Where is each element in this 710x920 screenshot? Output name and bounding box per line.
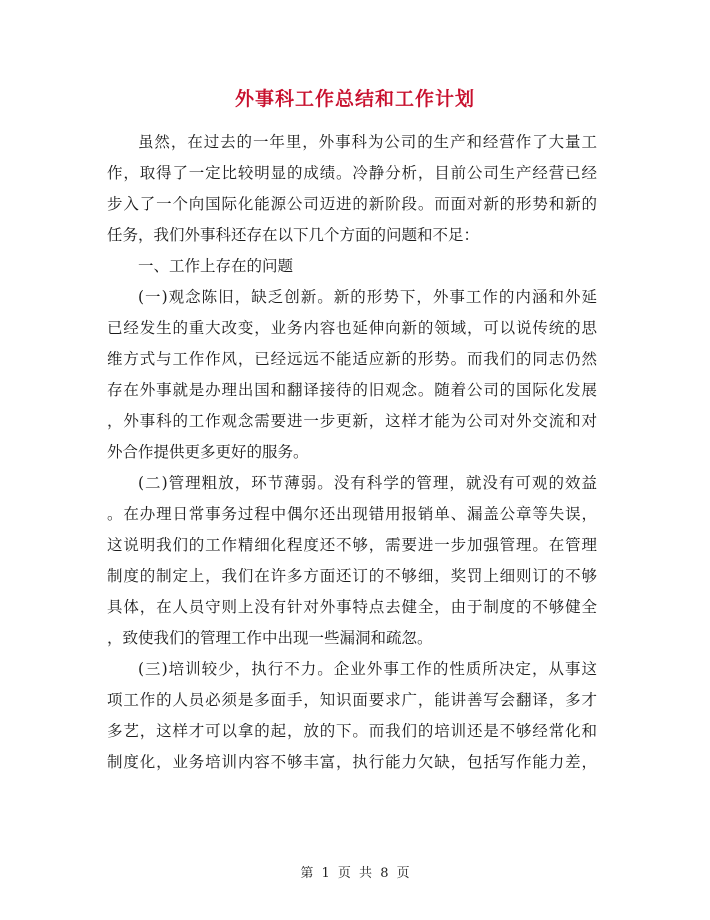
- text-line: 维方式与工作作风，已经远远不能适应新的形势。而我们的同志仍然: [107, 350, 597, 368]
- text-line: 具体，在人员守则上没有针对外事特点去健全，由于制度的不够健全: [107, 598, 597, 616]
- text-line: 任务，我们外事科还存在以下几个方面的问题和不足：: [107, 226, 480, 244]
- text-line: 外合作提供更多更好的服务。: [107, 443, 309, 461]
- text-line: ，致使我们的管理工作中出现一些漏洞和疏忽。: [107, 629, 433, 647]
- text-line: 这说明我们的工作精细化程度还不够，需要进一步加强管理。在管理: [107, 536, 597, 554]
- page-footer: 第 1 页 共 8 页: [300, 866, 410, 881]
- text-line: 项工作的人员必须是多面手，知识面要求广，能讲善写会翻译，多才: [107, 691, 597, 709]
- text-line: 步入了一个向国际化能源公司迈进的新阶段。而面对新的形势和新的: [107, 195, 597, 213]
- document-title: 外事科工作总结和工作计划: [234, 88, 475, 110]
- text-line: 制度的制定上，我们在许多方面还订的不够细，奖罚上细则订的不够: [107, 567, 597, 585]
- text-line: ，外事科的工作观念需要进一步更新，这样才能为公司对外交流和对: [107, 412, 597, 430]
- text-line: 已经发生的重大改变，业务内容也延伸向新的领域，可以说传统的思: [107, 319, 597, 337]
- document-body: [107, 127, 597, 778]
- text-line: 一、工作上存在的问题: [138, 257, 294, 275]
- text-line: 虽然，在过去的一年里，外事科为公司的生产和经营作了大量工: [138, 133, 597, 151]
- text-line: (一)观念陈旧，缺乏创新。新的形势下，外事工作的内涵和外延: [138, 288, 597, 306]
- text-line: (二)管理粗放，环节薄弱。没有科学的管理，就没有可观的效益: [138, 474, 597, 492]
- text-line: (三)培训较少，执行不力。企业外事工作的性质所决定，从事这: [138, 660, 597, 678]
- text-line: 作，取得了一定比较明显的成绩。冷静分析，目前公司生产经营已经: [107, 164, 597, 182]
- text-line: 制度化，业务培训内容不够丰富，执行能力欠缺，包括写作能力差，: [107, 753, 597, 771]
- text-line: 多艺，这样才可以拿的起，放的下。而我们的培训还是不够经常化和: [107, 722, 597, 740]
- text-line: 存在外事就是办理出国和翻译接待的旧观念。随着公司的国际化发展: [107, 381, 597, 399]
- text-line: 。在办理日常事务过程中偶尔还出现错用报销单、漏盖公章等失误，: [107, 505, 597, 523]
